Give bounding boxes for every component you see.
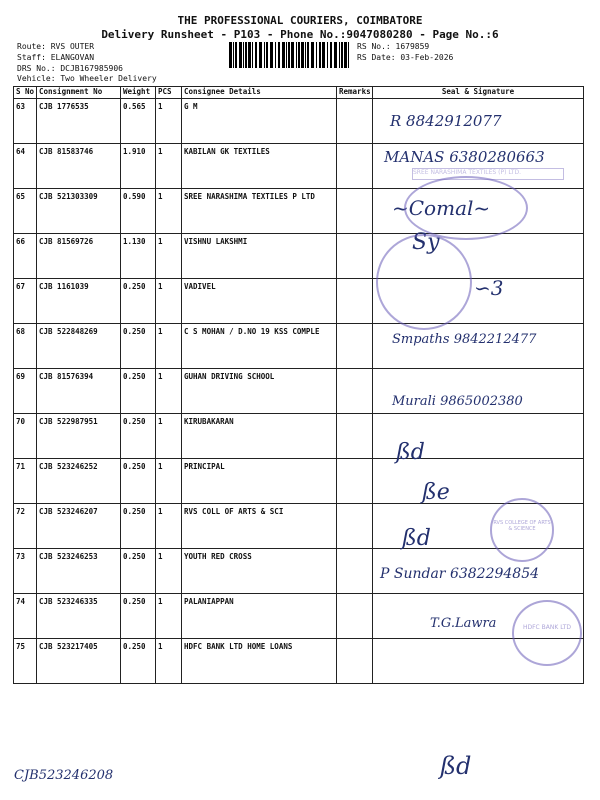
col-consignee: Consignee Details [182,87,337,99]
row-consignee: C S MOHAN / D.NO 19 KSS COMPLE [182,324,337,369]
vehicle-label: Vehicle: Two Wheeler Delivery [17,74,157,83]
barcode-bar [348,42,349,68]
row-consignment: CJB 1161039 [37,279,121,324]
row-pcs: 1 [156,594,182,639]
row-consignment: CJB 522987951 [37,414,121,459]
row-consignee: RVS COLL OF ARTS & SCI [182,504,337,549]
barcode-bar [316,42,317,68]
barcode-bar [301,42,304,68]
barcode-bar [264,42,265,68]
barcode-bar [233,42,234,68]
barcode-bar [334,42,337,68]
barcode-bar [245,42,247,68]
row-weight: 0.250 [121,369,156,414]
row-weight: 0.565 [121,99,156,144]
col-signature: Seal & Signature [373,87,584,99]
row-sno: 64 [14,144,37,189]
row-remarks [337,369,373,414]
row-sno: 68 [14,324,37,369]
row-remarks [337,504,373,549]
row-remarks [337,549,373,594]
row-weight: 0.590 [121,189,156,234]
row-remarks [337,324,373,369]
row-weight: 0.250 [121,414,156,459]
row-sno: 69 [14,369,37,414]
row-pcs: 1 [156,414,182,459]
handwritten-consignment-note: CJB523246208 [14,768,114,783]
row-consignment: CJB 523246207 [37,504,121,549]
row-weight: 0.250 [121,639,156,684]
signature-64: MANAS 6380280663 [384,148,545,166]
barcode-bar [339,42,340,68]
barcode-bar [291,42,294,68]
table-row [14,459,584,504]
row-sno: 67 [14,279,37,324]
row-sno: 71 [14,459,37,504]
signature-68: Smpaths 9842212477 [392,332,537,347]
row-weight: 0.250 [121,549,156,594]
row-consignee: HDFC BANK LTD HOME LOANS [182,639,337,684]
table-header [14,87,584,99]
stamp-college-text: RVS COLLEGE OF ARTS & SCIENCE [493,520,551,532]
signature-67: ∽3 [474,276,504,300]
barcode-bar [322,42,325,68]
row-remarks [337,144,373,189]
drs-label: DRS No.: DCJB167985906 [17,64,123,73]
col-consignment: Consignment No [37,87,121,99]
barcode-bar [307,42,309,68]
signature-75: T.G.Lawra [430,616,497,631]
row-weight: 0.250 [121,504,156,549]
row-weight: 1.130 [121,234,156,279]
row-consignment: CJB 521303309 [37,189,121,234]
row-sno: 73 [14,549,37,594]
row-pcs: 1 [156,234,182,279]
row-consignee: YOUTH RED CROSS [182,549,337,594]
barcode-bar [270,42,273,68]
stamp-circle-67 [376,234,472,330]
row-sno: 66 [14,234,37,279]
row-pcs: 1 [156,549,182,594]
stamp-bank-text: HDFC BANK LTD [522,624,572,631]
barcode-bar [341,42,343,68]
row-consignee: PRINCIPAL [182,459,337,504]
row-sno: 63 [14,99,37,144]
rs-number: RS No.: 1679859 [357,42,430,51]
barcode-bar [296,42,297,68]
signature-65: ~Comal~ [392,196,491,220]
row-sno: 72 [14,504,37,549]
signature-74: P Sundar 6382294854 [380,566,540,582]
row-sno: 65 [14,189,37,234]
signature-66: Sy [412,230,440,255]
row-consignment: CJB 81576394 [37,369,121,414]
signature-63: R 8842912077 [390,112,502,130]
rs-date: RS Date: 03-Feb-2026 [357,53,454,62]
table-row [14,414,584,459]
stamp-college [490,498,554,562]
row-weight: 0.250 [121,459,156,504]
row-pcs: 1 [156,279,182,324]
row-weight: 0.250 [121,324,156,369]
row-consignee: VISHNU LAKSHMI [182,234,337,279]
barcode-bar [243,42,244,68]
row-remarks [337,459,373,504]
col-pcs: PCS [156,87,182,99]
row-sno: 70 [14,414,37,459]
row-pcs: 1 [156,639,182,684]
barcode-bar [278,42,280,68]
row-sno: 75 [14,639,37,684]
row-remarks [337,234,373,279]
col-sno: S No [14,87,37,99]
row-consignment: CJB 1776535 [37,99,121,144]
row-consignment: CJB 523246335 [37,594,121,639]
row-consignee: KABILAN GK TEXTILES [182,144,337,189]
row-consignment: CJB 523246253 [37,549,121,594]
row-pcs: 1 [156,369,182,414]
staff-label: Staff: ELANGOVAN [17,53,95,62]
row-pcs: 1 [156,459,182,504]
row-pcs: 1 [156,504,182,549]
barcode-bar [330,42,332,68]
row-pcs: 1 [156,189,182,234]
barcode-bar [259,42,262,68]
row-pcs: 1 [156,144,182,189]
row-remarks [337,594,373,639]
barcode-bar [275,42,276,68]
row-consignment: CJB 522848269 [37,324,121,369]
table-row [14,639,584,684]
row-consignment: CJB 81569726 [37,234,121,279]
barcode-bar [248,42,251,68]
row-consignee: VADIVEL [182,279,337,324]
signature-71: ßd [396,440,425,465]
col-weight: Weight [121,87,156,99]
row-consignment: CJB 523217405 [37,639,121,684]
row-remarks [337,279,373,324]
row-consignee: G M [182,99,337,144]
route-label: Route: RVS OUTER [17,42,95,51]
barcode-bar [344,42,347,68]
table-row [14,594,584,639]
barcode-bar [305,42,306,68]
row-consignee: KIRUBAKARAN [182,414,337,459]
signature-70: Murali 9865002380 [392,394,523,409]
row-remarks [337,639,373,684]
runsheet-subtitle: Delivery Runsheet - P103 - Phone No.:9047080280 - Page No.:6 [101,28,499,41]
bottom-signature: ßd [440,752,472,780]
col-remarks: Remarks [337,87,373,99]
row-signature [373,459,584,504]
barcode-bar [282,42,285,68]
row-remarks [337,99,373,144]
table-row [14,234,584,279]
barcode [229,42,353,68]
barcode-bar [286,42,287,68]
barcode-bar [319,42,321,68]
stamp-bank [512,600,582,666]
row-weight: 0.250 [121,594,156,639]
barcode-bar [298,42,300,68]
barcode-bar [311,42,314,68]
row-consignee: PALANIAPPAN [182,594,337,639]
row-consignee: SREE NARASHIMA TEXTILES P LTD [182,189,337,234]
company-title: THE PROFESSIONAL COURIERS, COIMBATORE [177,14,423,27]
barcode-bar [239,42,242,68]
row-consignment: CJB 523246252 [37,459,121,504]
row-consignment: CJB 81583746 [37,144,121,189]
barcode-bar [288,42,290,68]
row-remarks [337,414,373,459]
barcode-bar [327,42,328,68]
barcode-bar [252,42,253,68]
row-remarks [337,189,373,234]
barcode-bar [235,42,237,68]
barcode-bar [229,42,232,68]
row-weight: 1.910 [121,144,156,189]
stamp-narashima: SREE NARASHIMA TEXTILES (P) LTD. [412,168,564,180]
row-sno: 74 [14,594,37,639]
barcode-bar [255,42,257,68]
row-weight: 0.250 [121,279,156,324]
barcode-bar [266,42,268,68]
signature-73: ßd [402,526,431,551]
signature-72: ße [422,480,450,505]
row-consignee: GUHAN DRIVING SCHOOL [182,369,337,414]
row-pcs: 1 [156,324,182,369]
row-pcs: 1 [156,99,182,144]
